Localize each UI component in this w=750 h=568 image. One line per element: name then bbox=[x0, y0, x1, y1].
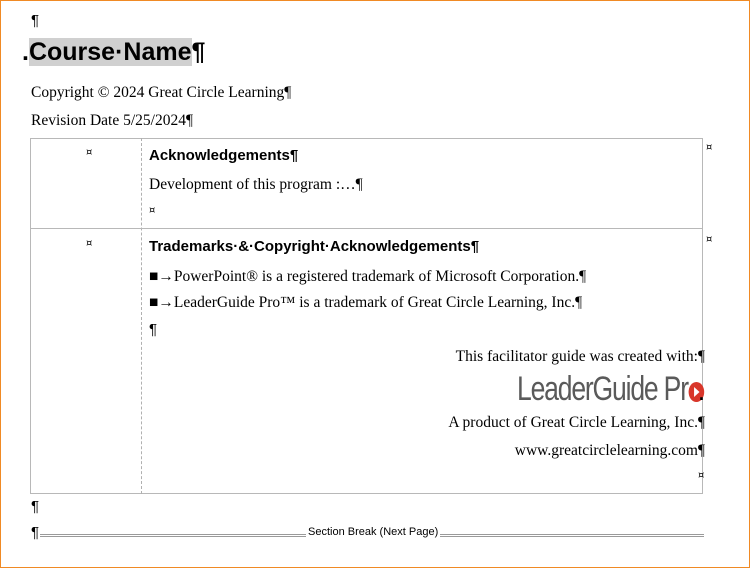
acknowledgements-body[interactable]: Development of this program :…¶ bbox=[149, 176, 363, 193]
course-title[interactable] bbox=[22, 38, 205, 67]
row1-cell-end-marker: ¤ bbox=[149, 205, 156, 216]
table-row-divider bbox=[30, 228, 703, 229]
course-title-text[interactable]: Course·Name bbox=[28, 38, 192, 66]
acknowledgements-table bbox=[30, 138, 703, 494]
row2-left-cell-marker: ¤ bbox=[86, 238, 93, 249]
row2-end-marker: ¤ bbox=[706, 234, 713, 245]
logo-anchor-dot: . bbox=[699, 384, 705, 404]
revision-date-line[interactable]: Revision Date 5/25/2024¶ bbox=[31, 112, 194, 129]
row1-left-cell-marker: ¤ bbox=[86, 147, 93, 158]
title-pilcrow: ¶ bbox=[191, 38, 206, 66]
title-anchor-dot: . bbox=[22, 38, 29, 66]
created-with-line[interactable]: This facilitator guide was created with:¶ bbox=[455, 348, 705, 365]
logo-text: LeaderGuide Pr bbox=[517, 370, 688, 408]
copyright-line[interactable]: Copyright © 2024 Great Circle Learning¶ bbox=[31, 84, 292, 101]
website-line[interactable]: www.greatcirclelearning.com¶ bbox=[514, 442, 705, 459]
table-column-divider bbox=[141, 138, 142, 494]
trademark-bullet-powerpoint[interactable]: ■→PowerPoint® is a registered trademark of Microsoft Corporation.¶ bbox=[149, 268, 587, 285]
trademark-bullet-leaderguide[interactable]: ■→LeaderGuide Pro™ is a trademark of Great Circle Learning, Inc.¶ bbox=[149, 294, 583, 311]
row2-empty-paragraph-mark: ¶ bbox=[149, 321, 158, 338]
section-break-paragraph-mark: ¶ bbox=[31, 524, 40, 541]
product-of-line[interactable]: A product of Great Circle Learning, Inc.¶ bbox=[448, 414, 705, 431]
leaderguide-pro-logo bbox=[517, 370, 704, 409]
after-table-paragraph-mark: ¶ bbox=[31, 498, 40, 515]
row2-cell-end-marker: ¤ bbox=[698, 470, 705, 481]
row1-end-marker: ¤ bbox=[706, 142, 713, 153]
acknowledgements-heading[interactable]: Acknowledgements¶ bbox=[149, 147, 299, 164]
trademarks-heading[interactable]: Trademarks·&·Copyright·Acknowledgements¶ bbox=[149, 238, 480, 255]
empty-paragraph-mark: ¶ bbox=[31, 12, 40, 29]
section-break-label: Section Break (Next Page) bbox=[308, 526, 439, 538]
